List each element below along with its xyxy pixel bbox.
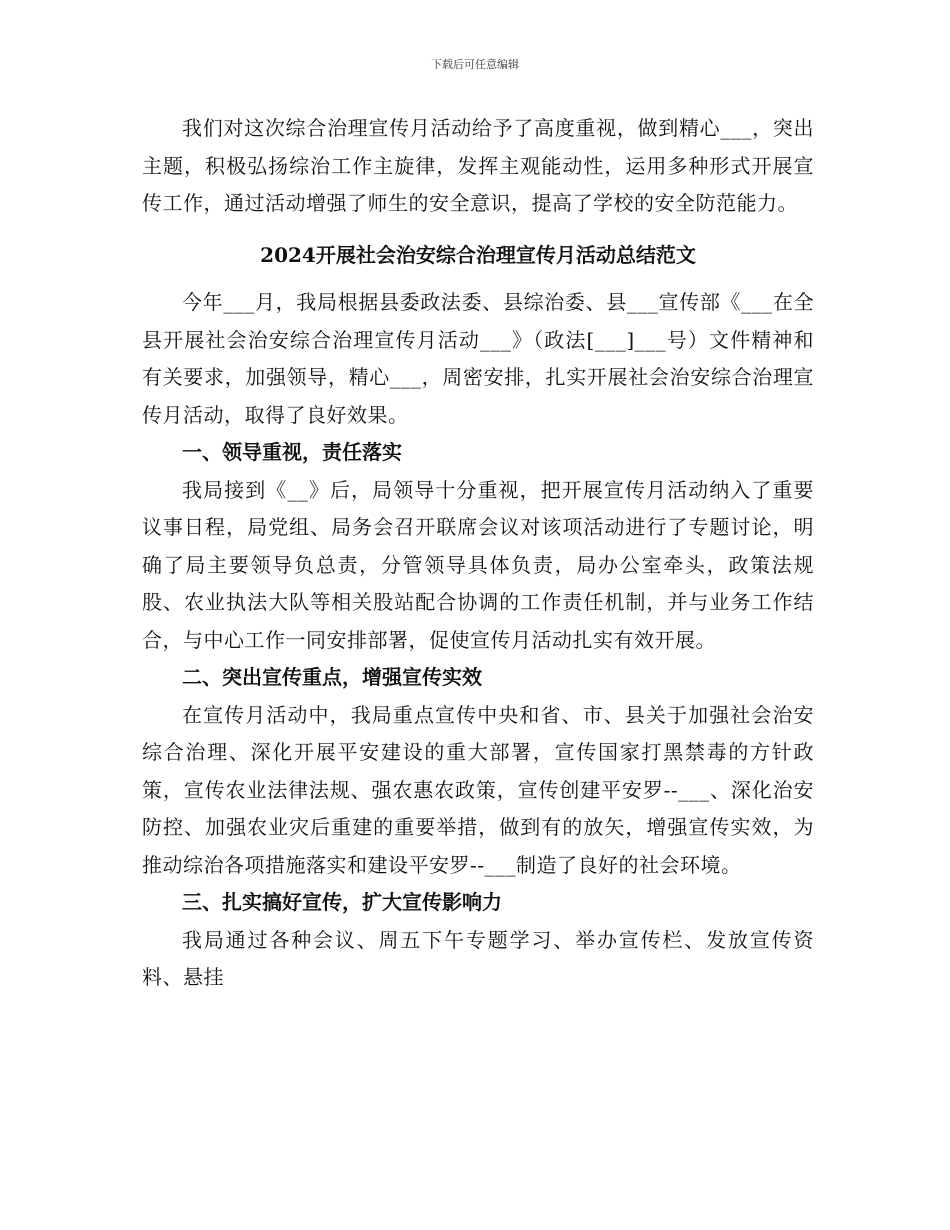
- section-body-3: 我局通过各种会议、周五下午专题学习、举办宣传栏、发放宣传资料、悬挂: [142, 927, 814, 989]
- section-heading-3: 三、扎实搞好宣传，扩大宣传影响力: [182, 890, 502, 914]
- section-heading-2: 二、突出宣传重点，增强宣传实效: [182, 665, 482, 689]
- article-intro-paragraph: 今年___月，我局根据县委政法委、县综治委、县___宣传部《___在全县开展社会治安综合治理宣传月活动___》（政法[___]___号）文件精神和有关要求，加强领导，精心___，周密安排，扎实开展社会治安综合治理宣传月活动，取得了良好效果。: [142, 290, 814, 427]
- article-title: 2024开展社会治安综合治理宣传月活动总结范文: [260, 242, 696, 267]
- intro-paragraph: 我们对这次综合治理宣传月活动给予了高度重视，做到精心___，突出主题，积极弘扬综治工作主旋律，发挥主观能动性，运用多种形式开展宣传工作，通过活动增强了师生的安全意识，提高了学校的安全防范能力。: [142, 116, 814, 215]
- page-header-note: 下载后可任意编辑: [431, 58, 519, 71]
- section-body-2: 在宣传月活动中，我局重点宣传中央和省、市、县关于加强社会治安综合治理、深化开展平安建设的重大部署，宣传国家打黑禁毒的方针政策，宣传农业法律法规、强农惠农政策，宣传创建平安罗--___、深化治安防控、加强农业灾后重建的重要举措，做到有的放矢，增强宣传实效，为推动综治各项措施落实和建设平安罗--___制造了良好的社会环境。: [142, 702, 814, 877]
- document-body: [142, 110, 814, 997]
- section-body-1: 我局接到《__》后，局领导十分重视，把开展宣传月活动纳入了重要议事日程，局党组、局务会召开联席会议对该项活动进行了专题讨论，明确了局主要领导负总责，分管领导具体负责，局办公室牵头，政策法规股、农业执法大队等相关股站配合协调的工作责任机制，并与业务工作结合，与中心工作一同安排部署，促使宣传月活动扎实有效开展。: [142, 477, 814, 652]
- section-heading-1: 一、领导重视，责任落实: [182, 440, 402, 464]
